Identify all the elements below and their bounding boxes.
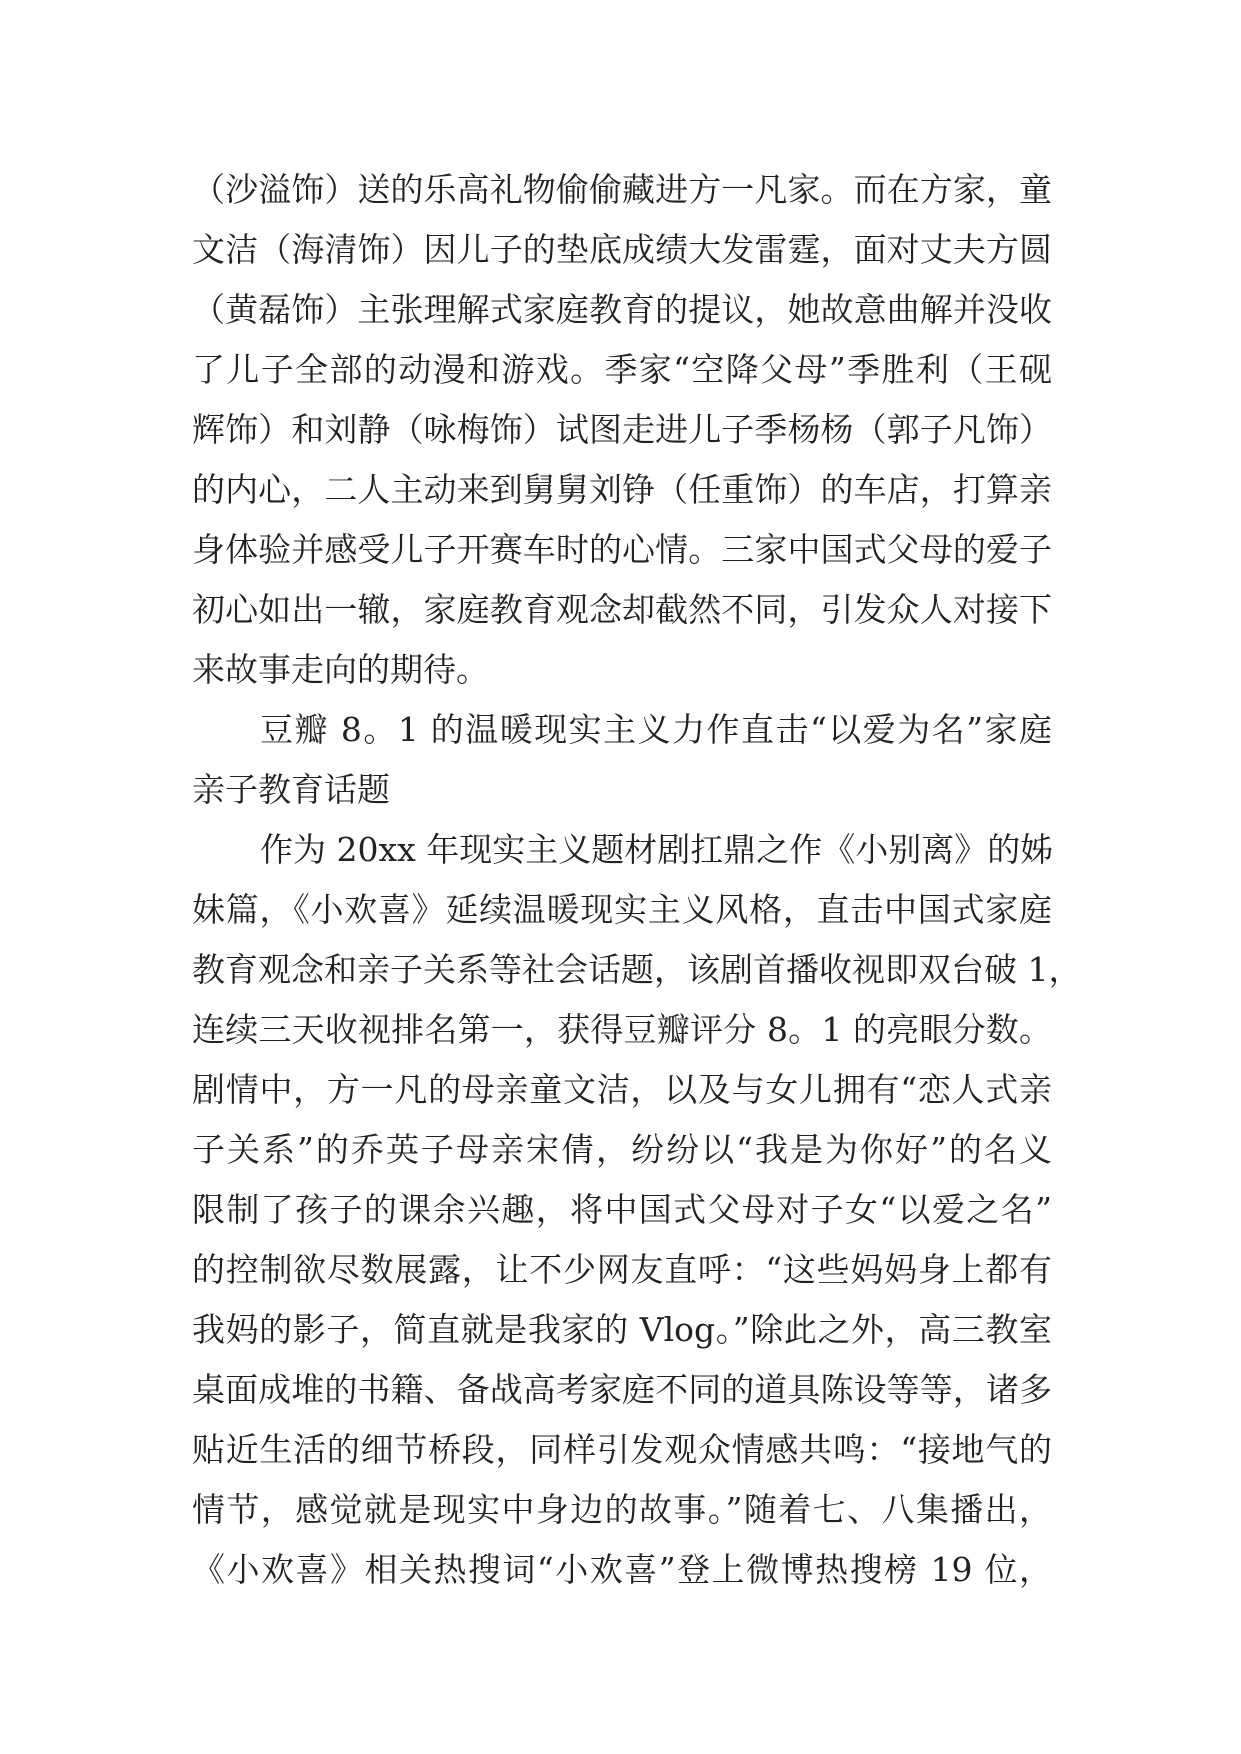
text-line: 的控制欲尽数展露，让不少网友直呼：“这些妈妈身上都有	[192, 1250, 1052, 1289]
text-line: 子关系”的乔英子母亲宋倩，纷纷以“我是为你好”的名义	[192, 1130, 1052, 1169]
text-line: （沙溢饰）送的乐高礼物偷偷藏进方一凡家。而在方家，童	[192, 170, 1052, 209]
text-line: 限制了孩子的课余兴趣，将中国式父母对子女“以爱之名”	[192, 1190, 1052, 1229]
body-text	[192, 160, 1082, 1600]
text-line: 连续三天收视排名第一，获得豆瓣评分 8。1 的亮眼分数。	[192, 1010, 1052, 1049]
text-line: 情节，感觉就是现实中身边的故事。”随着七、八集播出，	[192, 1490, 1052, 1529]
text-line: 作为 20xx 年现实主义题材剧扛鼎之作《小别离》的姊	[260, 830, 1054, 869]
text-line: 教育观念和亲子关系等社会话题，该剧首播收视即双台破 1，	[192, 950, 1082, 989]
text-line: 来故事走向的期待。	[192, 650, 489, 689]
text-line: 的内心，二人主动来到舅舅刘铮（任重饰）的车店，打算亲	[192, 470, 1052, 509]
section-heading-line: 亲子教育话题	[192, 770, 390, 809]
section-heading-line: 豆瓣 8。1 的温暖现实主义力作直击“以爱为名”家庭	[260, 710, 1052, 749]
text-line: 《小欢喜》相关热搜词“小欢喜”登上微博热搜榜 19 位，	[192, 1550, 1052, 1589]
text-line: 桌面成堆的书籍、备战高考家庭不同的道具陈设等等，诸多	[192, 1370, 1052, 1409]
text-line: 贴近生活的细节桥段，同样引发观众情感共鸣：“接地气的	[192, 1430, 1052, 1469]
text-line: 我妈的影子，简直就是我家的 Vlog。”除此之外，高三教室	[192, 1310, 1052, 1349]
text-line: （黄磊饰）主张理解式家庭教育的提议，她故意曲解并没收	[192, 290, 1052, 329]
text-line: 身体验并感受儿子开赛车时的心情。三家中国式父母的爱子	[192, 530, 1052, 569]
text-line: 剧情中，方一凡的母亲童文洁，以及与女儿拥有“恋人式亲	[192, 1070, 1052, 1109]
text-line: 初心如出一辙，家庭教育观念却截然不同，引发众人对接下	[192, 590, 1052, 629]
text-line: 了儿子全部的动漫和游戏。季家“空降父母”季胜利（王砚	[192, 350, 1052, 389]
text-line: 妹篇，《小欢喜》延续温暖现实主义风格，直击中国式家庭	[192, 890, 1052, 929]
text-line: 辉饰）和刘静（咏梅饰）试图走进儿子季杨杨（郭子凡饰）	[192, 410, 1052, 449]
text-line: 文洁（海清饰）因儿子的垫底成绩大发雷霆，面对丈夫方圆	[192, 230, 1052, 269]
